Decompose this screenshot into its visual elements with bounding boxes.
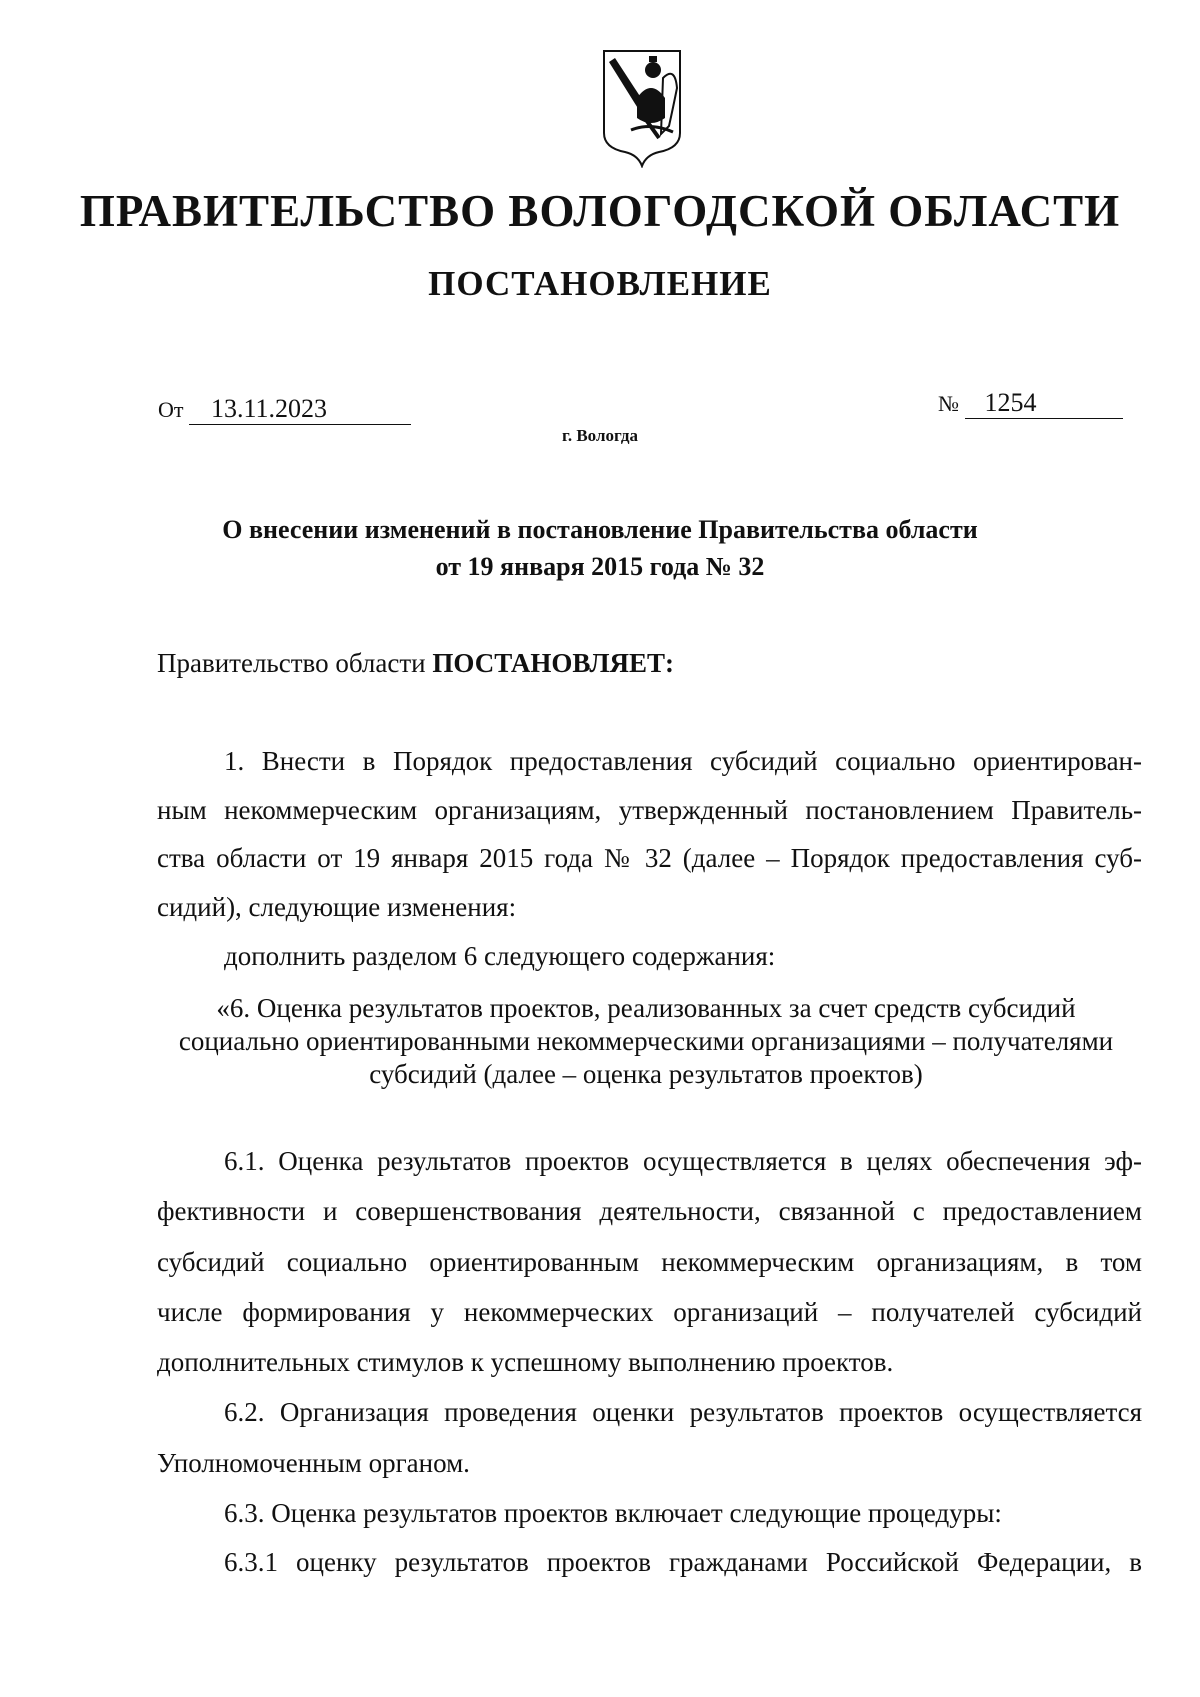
- section-heading-line: социально ориентированными некоммерческими организациями – получателями: [178, 1026, 1114, 1056]
- date-prefix: От: [158, 397, 184, 422]
- date-row: [158, 394, 411, 425]
- paragraph-line: 1. Внести в Порядок предоставления субсидий социально ориентирован-: [224, 746, 1142, 776]
- intro-line: [157, 648, 674, 679]
- section-heading: [150, 992, 1142, 1091]
- paragraph-line: 6.1. Оценка результатов проектов осуществляется в целях обеспечения эф-: [224, 1146, 1142, 1176]
- number-row: [938, 388, 1123, 419]
- intro-text: Правительство области: [157, 648, 426, 678]
- decree-word: ПОСТАНОВЛЯЕТ:: [432, 648, 674, 678]
- paragraph-line: дополнить разделом 6 следующего содержания:: [224, 941, 776, 971]
- paragraph-line: ным некоммерческим организациям, утвержденный постановлением Правитель-: [157, 795, 1142, 825]
- subject-line: от 19 января 2015 года № 32: [435, 552, 765, 581]
- paragraph-line: сидий), следующие изменения:: [157, 892, 517, 922]
- paragraph-line: фективности и совершенствования деятельности, связанной с предоставлением: [157, 1196, 1142, 1226]
- city-label: г. Вологда: [562, 426, 638, 445]
- paragraph-line: числе формирования у некоммерческих организаций – получателей субсидий: [157, 1297, 1142, 1327]
- paragraph-line: 6.2. Организация проведения оценки результатов проектов осуществляется: [224, 1397, 1142, 1427]
- subject-line: О внесении изменений в постановление Правительства области: [222, 515, 978, 544]
- section-heading-line: субсидий (далее – оценка результатов проектов): [369, 1059, 923, 1089]
- paragraph-line: Уполномоченным органом.: [157, 1448, 470, 1478]
- number-prefix: №: [938, 391, 959, 416]
- document-subject: [0, 511, 1200, 585]
- section-heading-line: «6. Оценка результатов проектов, реализованных за счет средств субсидий: [216, 993, 1076, 1023]
- government-title: ПРАВИТЕЛЬСТВО ВОЛОГОДСКОЙ ОБЛАСТИ: [79, 186, 1121, 236]
- document-date: 13.11.2023: [189, 394, 411, 425]
- paragraph-line: 6.3.1 оценку результатов проектов гражданами Российской Федерации, в: [224, 1547, 1142, 1577]
- paragraph-line: 6.3. Оценка результатов проектов включает следующие процедуры:: [224, 1498, 1002, 1528]
- paragraph-line: ства области от 19 января 2015 года № 32 (далее – Порядок предоставления суб-: [157, 843, 1142, 873]
- coat-of-arms-emblem: [601, 48, 683, 168]
- document-number: 1254: [965, 388, 1123, 419]
- document-type: ПОСТАНОВЛЕНИЕ: [428, 264, 772, 303]
- paragraph-line: субсидий социально ориентированным некоммерческим организациям, в том: [157, 1247, 1142, 1277]
- paragraph-line: дополнительных стимулов к успешному выполнению проектов.: [157, 1347, 894, 1377]
